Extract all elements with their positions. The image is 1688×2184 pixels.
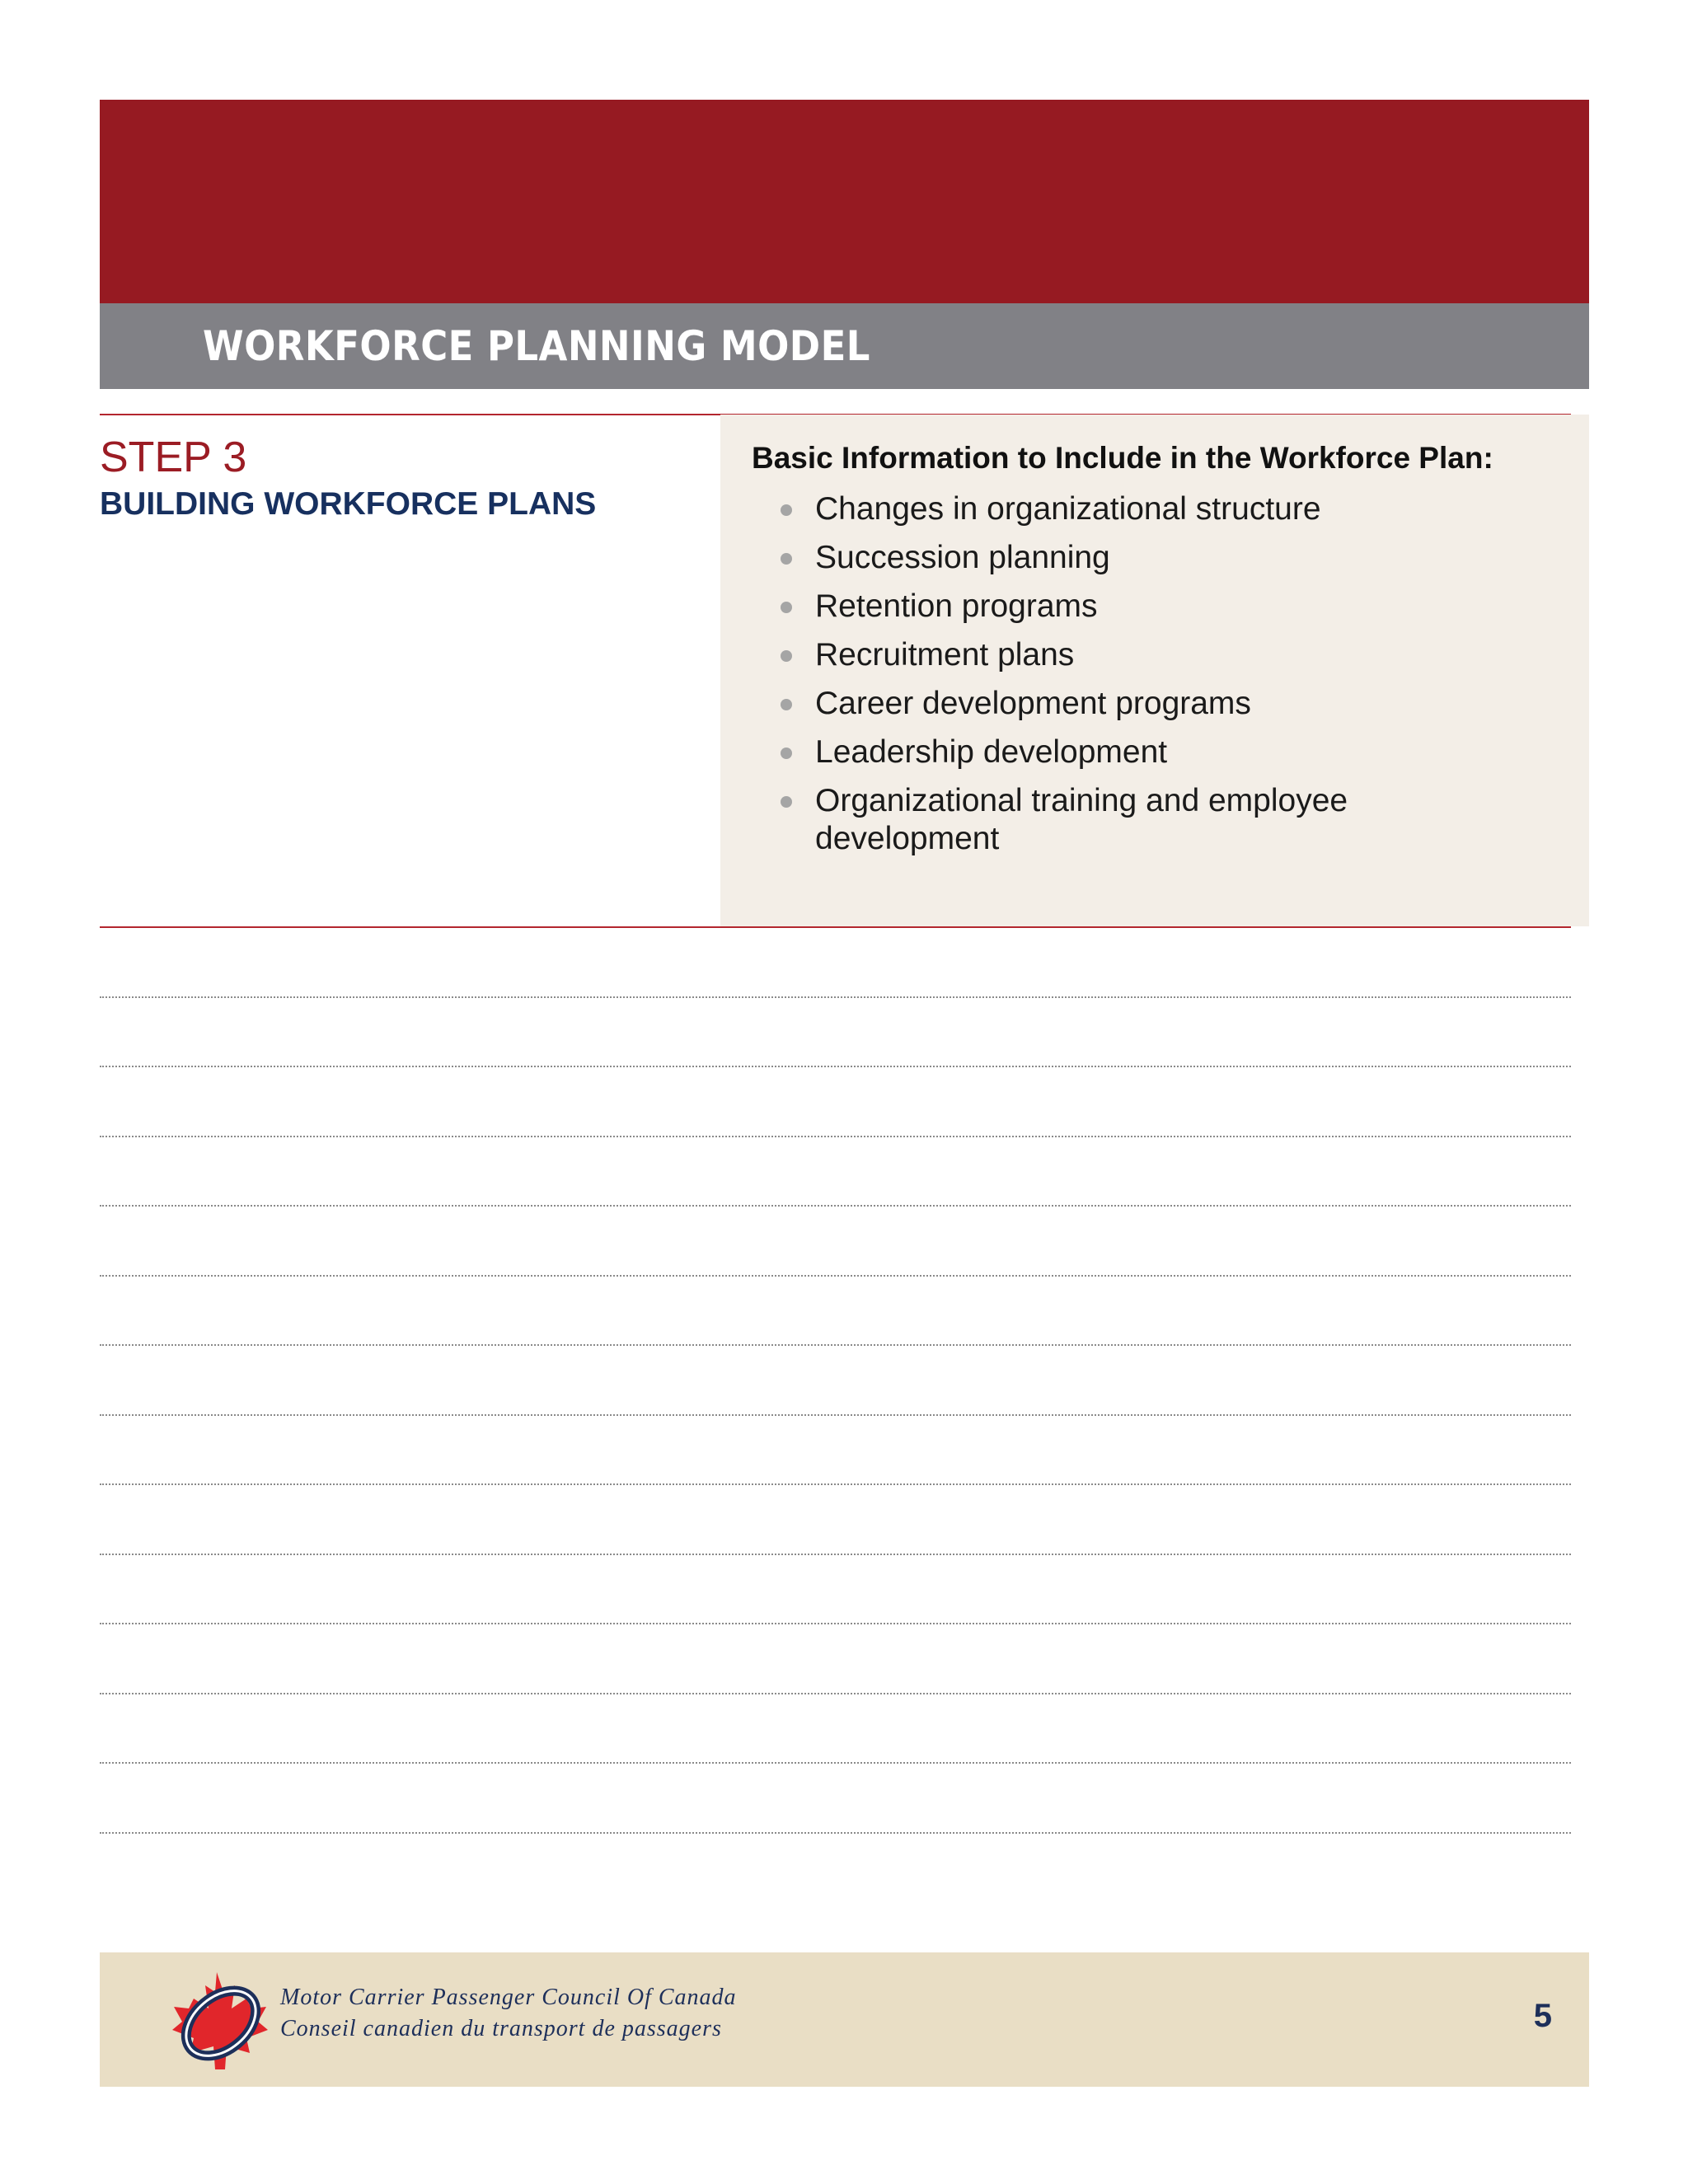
note-line — [100, 1136, 1571, 1137]
organization-name — [280, 1982, 737, 2045]
list-item — [815, 588, 1556, 626]
list-item-text: Career development programs — [815, 686, 1251, 721]
note-line — [100, 996, 1571, 998]
section-bottom-rule — [100, 926, 1571, 928]
note-line — [100, 1623, 1571, 1624]
step-label: STEP 3 — [100, 434, 247, 481]
bullet-icon — [781, 504, 792, 516]
info-heading: Basic Information to Include in the Workforce Plan: — [752, 441, 1493, 475]
info-list — [752, 490, 1556, 858]
list-item — [815, 539, 1556, 577]
list-item-text: Changes in organizational structure — [815, 491, 1321, 527]
info-panel — [720, 415, 1589, 926]
header-grey-band — [100, 303, 1589, 389]
organization-name-en: Motor Carrier Passenger Council Of Canada — [280, 1985, 737, 2010]
list-item — [815, 685, 1556, 723]
note-line — [100, 1066, 1571, 1067]
note-line — [100, 1344, 1571, 1346]
list-item — [815, 636, 1556, 674]
page-number: 5 — [1533, 1998, 1552, 2034]
list-item-text: Organizational training and employee development — [815, 783, 1348, 856]
header-title: WORKFORCE PLANNING MODEL — [203, 322, 870, 370]
note-line — [100, 1483, 1571, 1485]
note-line — [100, 1554, 1571, 1555]
note-line — [100, 1832, 1571, 1834]
list-item-text: Succession planning — [815, 540, 1110, 575]
note-line — [100, 1762, 1571, 1764]
bullet-icon — [781, 699, 792, 710]
bullet-icon — [781, 650, 792, 662]
list-item-text: Retention programs — [815, 588, 1098, 624]
footer — [100, 1952, 1589, 2087]
note-line — [100, 1693, 1571, 1694]
list-item — [815, 490, 1556, 528]
bullet-icon — [781, 796, 792, 808]
organization-name-fr: Conseil canadien du transport de passagers — [280, 2016, 722, 2041]
list-item-text: Recruitment plans — [815, 637, 1075, 673]
step-title: BUILDING WORKFORCE PLANS — [100, 486, 597, 522]
list-item-text: Leadership development — [815, 734, 1168, 770]
note-line — [100, 1414, 1571, 1416]
list-item — [815, 733, 1556, 771]
note-line — [100, 1275, 1571, 1277]
bullet-icon — [781, 602, 792, 613]
list-item — [815, 782, 1556, 858]
bullet-icon — [781, 748, 792, 759]
bullet-icon — [781, 553, 792, 565]
maple-leaf-logo-icon — [166, 1967, 273, 2074]
note-line — [100, 1205, 1571, 1207]
header-red-band — [100, 100, 1589, 303]
